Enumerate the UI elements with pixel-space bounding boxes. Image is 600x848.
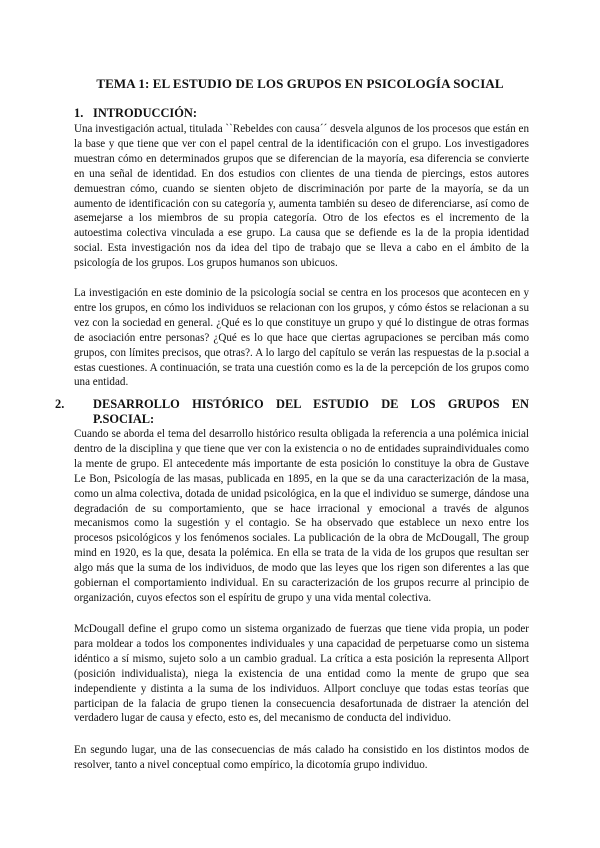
section-number: 1. xyxy=(74,106,84,120)
paragraph: Cuando se aborda el tema del desarrollo histórico resulta obligada la referencia a una polémica inicial dentro de la disciplina y que tiene que ver con la existencia o no de entidades supraindividuales como la mente de grupo. El antecedente más importante de esta posición lo constituye la obra de Gustave Le Bon, Psicología de las masas, publicada en 1895, en la que se da una caracterización de la masa, como un alma colectiva, dotada de unidad psicológica, en la que el individuo se sumerge, dándose una degradación de su comportamiento, que se hace irracional y emocional a través de algunos mecanismos como la sugestión y el contagio. Se ha observado que establece un nexo entre los procesos psicológicos y los fenómenos sociales. La publicación de la obra de McDougall, The group mind en 1920, es la que, desata la polémica. En ella se trata de la vida de los grupos que resultan ser algo más que la suma de los individuos, de modo que las leyes que los rigen son diferentes a las que gobiernan el comportamiento individual. En su caracterización de los grupos recurre al principio de organización, cuyos efectos son el espíritu de grupo y una vida mental colectiva. xyxy=(74,428,529,604)
section-heading-introduccion xyxy=(74,106,197,121)
paragraph: La investigación en este dominio de la psicología social se centra en los procesos que acontecen en y entre los grupos, en cómo los individuos se relacionan con los grupos, y cómo éstos se relacionan a su vez con la sociedad en general. ¿Qué es lo que constituye un grupo y qué lo distingue de otras formas de asociación entre personas? ¿Qué es lo que hace que ciertas agrupaciones se perciban más como grupos, con límites precisos, que otras?. A lo largo del capítulo se verán las respuestas de la p.social a estas cuestiones. A continuación, se trata una cuestión como es la de la percepción de los grupos como una entidad. xyxy=(74,287,529,389)
section-number: 2. xyxy=(55,397,65,411)
paragraph: McDougall define el grupo como un sistema organizado de fuerzas que tiene vida propia, un poder para moldear a todos los componentes individuales y una capacidad de perpetuarse como un sistema idéntico a sí mismo, sujeto solo a un cambio gradual. La crítica a esta posición la representa Allport (posición individualista), niega la existencia de una entidad como la mente de grupo que sea independiente y distinta a la suma de los individuos. Allport concluye que todas estas teorías que participan de la falacia de grupo tienen la consecuencia desafortunada de distraer la atención del verdadero lugar de causa y efecto, esto es, del mecanismo de conducta del individuo. xyxy=(74,623,529,725)
section-heading-text: DESARROLLO HISTÓRICO DEL ESTUDIO DE LOS GRUPOS EN xyxy=(93,397,529,411)
document-title: TEMA 1: EL ESTUDIO DE LOS GRUPOS EN PSICOLOGÍA SOCIAL xyxy=(96,76,504,91)
section-heading-line2: P.SOCIAL: xyxy=(93,412,155,426)
section-heading-text: INTRODUCCIÓN: xyxy=(93,106,197,120)
paragraph: Una investigación actual, titulada ``Rebeldes con causa´´ desvela algunos de los procesos que están en la base y que tiene que ver con el papel central de la identificación con el grupo. Los investigadores muestran cómo en determinados grupos que se diferencian de la mayoría, esa diferencia se convierte en una señal de identidad. En dos estudios con clientes de una tienda de piercings, estos autores demuestran cómo, cuando se sienten objeto de discriminación por parte de la mayoría, se da un aumento de identificación con su categoría y, aumenta también su deseo de diferenciarse, así como de asemejarse a los miembros de su propia categoría. Otro de los efectos es el incremento de la autoestima colectiva vinculada a ese grupo. La causa que se defiende es la de la propia identidad social. Esta investigación nos da idea del tipo de trabajo que se lleva a cabo en el ámbito de la psicología de los grupos. Los grupos humanos son ubicuos. xyxy=(74,123,529,270)
section-heading-desarrollo-historico xyxy=(55,397,529,427)
section-heading-line1 xyxy=(55,397,529,412)
paragraph: En segundo lugar, una de las consecuencias de más calado ha consistido en los distintos modos de resolver, tanto a nivel conceptual como empírico, la dicotomía grupo individuo. xyxy=(74,744,529,771)
